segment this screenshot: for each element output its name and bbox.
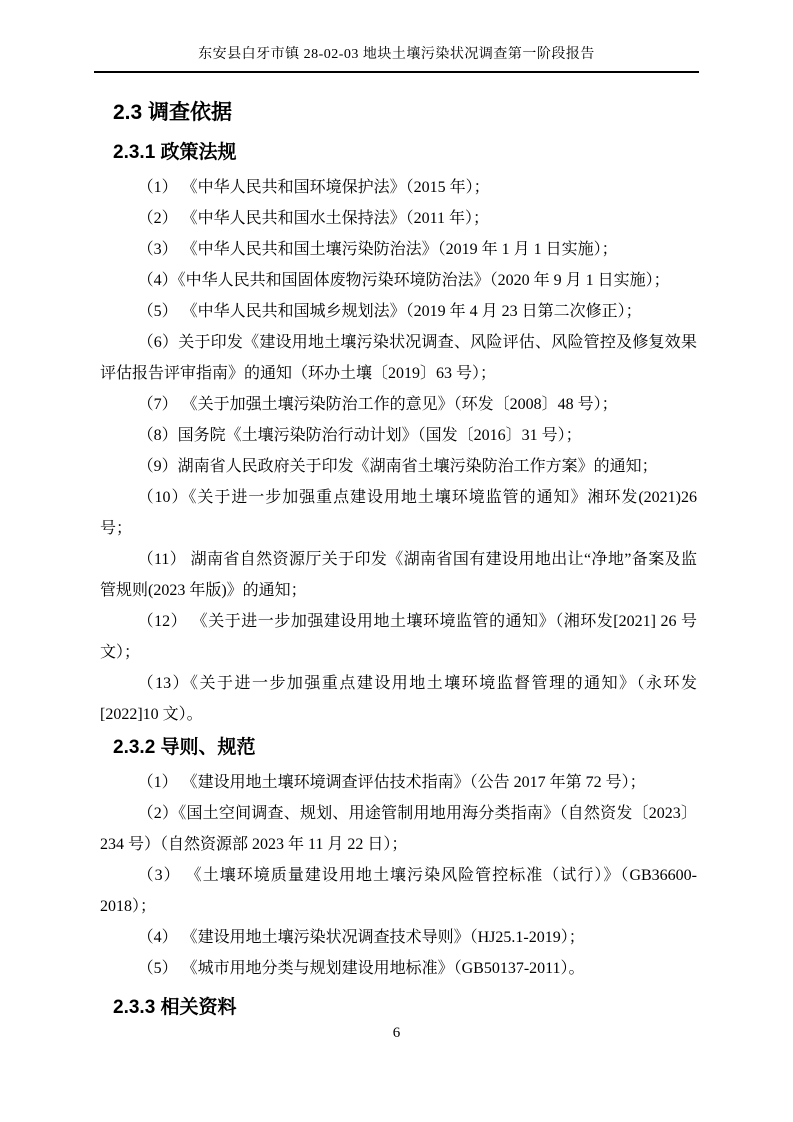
policy-item-5: （5） 《中华人民共和国城乡规划法》（2019 年 4 月 23 日第二次修正）； [137, 303, 642, 320]
section-heading-2-3: 2.3 调查依据 [113, 101, 233, 124]
standard-item-3: （3） 《土壤环境质量建设用地土壤污染风险管控标准（试行）》（GB36600-2018）； [100, 867, 697, 915]
policy-item-1: （1） 《中华人民共和国环境保护法》（2015 年）； [137, 179, 490, 196]
policy-item-4: （4）《中华人民共和国固体废物污染环境防治法》（2020 年 9 月 1 日实施）； [137, 272, 670, 289]
policy-item-8: （8）国务院《土壤污染防治行动计划》（国发〔2016〕31 号）； [137, 427, 582, 444]
policy-item-10: （10）《关于进一步加强重点建设用地土壤环境监管的通知》湘环发(2021)26 号； [100, 489, 697, 537]
standard-item-5: （5） 《城市用地分类与规划建设用地标准》（GB50137-2011）。 [137, 960, 585, 977]
subsection-heading-2-3-1: 2.3.1 政策法规 [113, 142, 237, 163]
policy-item-11: （11） 湖南省自然资源厅关于印发《湖南省国有建设用地出让“净地”备案及监管规则(2023 年版)》的通知； [100, 551, 697, 599]
policy-item-6: （6）关于印发《建设用地土壤污染状况调查、风险评估、风险管控及修复效果评估报告评审指南》的通知（环办土壤〔2019〕63 号）； [100, 334, 697, 382]
policy-item-9: （9）湖南省人民政府关于印发《湖南省土壤污染防治工作方案》的通知； [137, 458, 658, 475]
page-header [94, 0, 699, 73]
policy-item-12: （12） 《关于进一步加强建设用地土壤环境监管的通知》（湘环发[2021] 26 号文）； [100, 613, 697, 661]
policy-item-3: （3） 《中华人民共和国土壤污染防治法》（2019 年 1 月 1 日实施）； [137, 241, 618, 258]
report-header-title: 东安县白牙市镇 28-02-03 地块土壤污染状况调查第一阶段报告 [198, 47, 595, 62]
subsection-heading-2-3-2: 2.3.2 导则、规范 [113, 737, 256, 758]
page-content [100, 101, 697, 1019]
policy-item-7: （7） 《关于加强土壤污染防治工作的意见》（环发〔2008〕48 号）； [137, 396, 618, 413]
standard-item-2: （2）《国土空间调查、规划、用途管制用地用海分类指南》（自然资发〔2023〕234 号）（自然资源部 2023 年 11 月 22 日）； [100, 805, 697, 853]
page-footer [0, 1024, 793, 1042]
policy-item-13: （13）《关于进一步加强重点建设用地土壤环境监督管理的通知》（永环发[2022]10 文）。 [100, 675, 697, 723]
standard-item-4: （4） 《建设用地土壤污染状况调查技术导则》（HJ25.1-2019）； [137, 929, 585, 946]
policy-item-2: （2） 《中华人民共和国水土保持法》（2011 年）； [137, 210, 490, 227]
subsection-heading-2-3-3: 2.3.3 相关资料 [113, 997, 237, 1018]
standard-item-1: （1） 《建设用地土壤环境调查评估技术指南》（公告 2017 年第 72 号）； [137, 774, 646, 791]
page-number: 6 [392, 1025, 401, 1041]
